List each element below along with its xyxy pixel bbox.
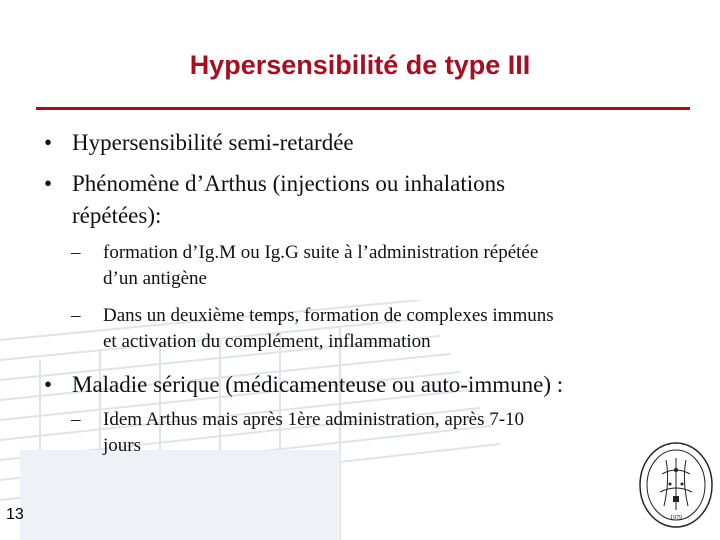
page-number: 13	[6, 506, 24, 523]
bullet-item	[44, 127, 652, 159]
seal-year: 1979	[670, 515, 682, 521]
sub-bullet-text-continuation: jours	[103, 435, 141, 456]
slide-title: Hypersensibilité de type III	[189, 50, 531, 80]
dash-marker: –	[71, 305, 81, 326]
bullet-item	[44, 168, 652, 232]
sub-bullet-item	[71, 407, 683, 459]
dash-marker: –	[71, 409, 81, 430]
bullet-marker: •	[44, 130, 53, 155]
sub-bullet-item	[71, 240, 683, 292]
dash-marker: –	[71, 242, 81, 263]
sub-bullet-text: formation d’Ig.M ou Ig.G suite à l’administration répétée	[103, 242, 539, 263]
bullet-text: Phénomène d’Arthus (injections ou inhalations	[72, 171, 506, 196]
bullet-text: Maladie sérique (médicamenteuse ou auto-immune) :	[72, 372, 564, 397]
sub-bullet-text-continuation: et activation du complément, inflammation	[103, 331, 431, 352]
university-seal-logo	[636, 440, 716, 530]
sub-bullet-text-continuation: d’un antigène	[103, 268, 207, 289]
bullet-marker: •	[44, 372, 53, 397]
bullet-item	[44, 369, 652, 401]
bullet-marker: •	[44, 171, 53, 196]
bullet-text: Hypersensibilité semi-retardée	[72, 130, 354, 155]
sub-bullet-text: Idem Arthus mais après 1ère administration, après 7-10	[103, 409, 525, 430]
sub-bullet-text: Dans un deuxième temps, formation de complexes immuns	[103, 305, 554, 326]
sub-bullet-item	[71, 303, 683, 355]
bullet-text-continuation: répétées):	[72, 203, 162, 228]
